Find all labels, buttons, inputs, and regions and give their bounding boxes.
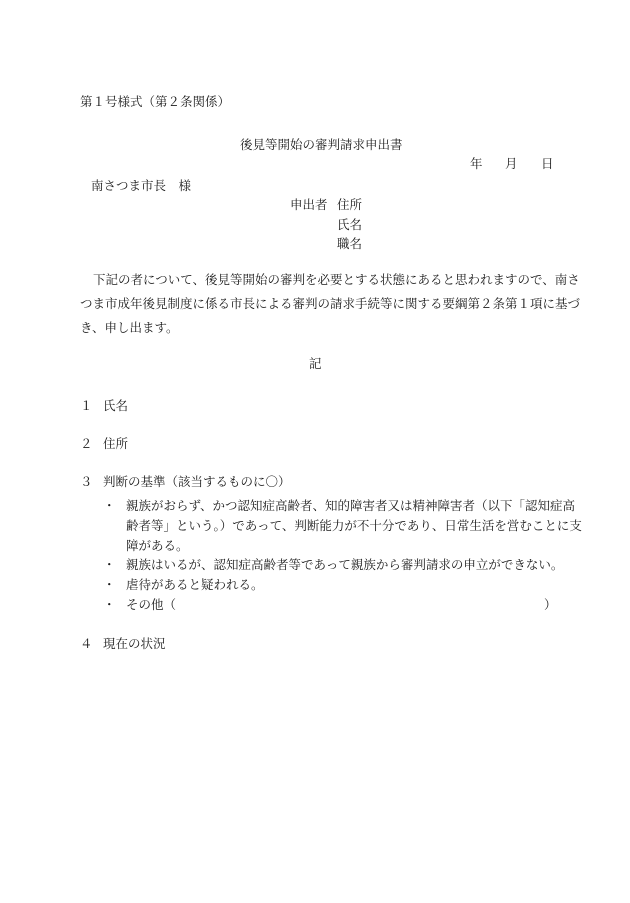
- criteria-item-1-line-3: 障がある。: [126, 538, 189, 553]
- criteria-item-4-close: ）: [544, 597, 557, 612]
- section-2-number: ２: [80, 436, 93, 451]
- applicant-name-label: 氏名: [337, 217, 363, 232]
- document-title: 後見等開始の審判請求申出書: [240, 137, 403, 152]
- section-2-label: 住所: [103, 436, 129, 451]
- criteria-bullet-3: ・: [103, 577, 116, 592]
- criteria-item-2: 親族はいるが、認知症高齢者等であって親族から審判請求の申立ができない。: [126, 557, 564, 572]
- section-4-label: 現在の状況: [103, 636, 166, 651]
- ki-heading: 記: [309, 356, 322, 371]
- intro-line-2: つま市成年後見制度に係る市長による審判の請求手続等に関する要綱第２条第１項に基づ: [80, 296, 581, 311]
- date-month: 月: [505, 156, 518, 171]
- section-1-number: １: [80, 398, 93, 413]
- intro-line-1: 下記の者について、後見等開始の審判を必要とする状態にあると思われますので、南さ: [93, 272, 580, 287]
- addressee: 南さつま市長 様: [91, 178, 192, 193]
- section-1-label: 氏名: [103, 398, 129, 413]
- criteria-bullet-2: ・: [103, 557, 116, 572]
- form-number: 第１号様式（第２条関係）: [80, 94, 231, 109]
- intro-line-3: き、申し出ます。: [80, 320, 179, 335]
- criteria-item-3: 虐待があると疑われる。: [126, 577, 264, 592]
- section-3-number: ３: [80, 474, 93, 489]
- criteria-item-4-label: その他（: [126, 597, 177, 612]
- applicant-label: 申出者: [290, 197, 328, 212]
- criteria-item-1-line-1: 親族がおらず、かつ認知症高齢者、知的障害者又は精神障害者（以下「認知症高: [126, 498, 576, 513]
- section-3-label: 判断の基準（該当するものに〇）: [103, 474, 291, 489]
- criteria-bullet-1: ・: [103, 498, 116, 513]
- section-4-number: ４: [80, 636, 93, 651]
- applicant-address-label: 住所: [337, 197, 363, 212]
- applicant-title-label: 職名: [337, 236, 363, 251]
- date-year: 年: [470, 156, 483, 171]
- criteria-bullet-4: ・: [103, 597, 116, 612]
- date-day: 日: [541, 156, 554, 171]
- criteria-item-1-line-2: 齢者等」という。）であって、判断能力が不十分であり、日常生活を営むことに支: [126, 518, 582, 533]
